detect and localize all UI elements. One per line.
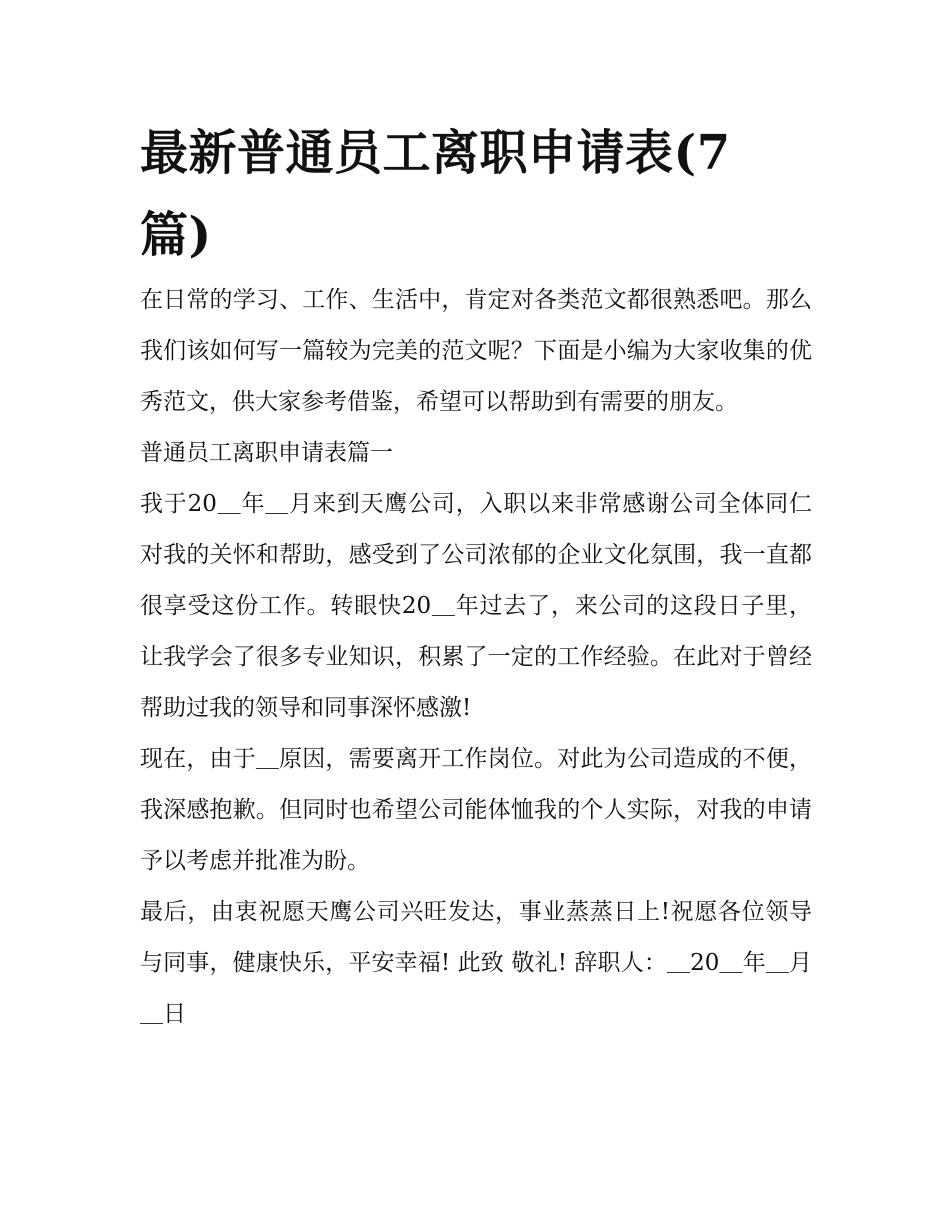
- closing-paragraph: 最后，由衷祝愿天鹰公司兴旺发达，事业蒸蒸日上!祝愿各位领导与同事，健康快乐，平安幸福! 此致 敬礼! 辞职人：＿20＿年＿月＿日: [140, 899, 812, 1027]
- intro-paragraph: 在日常的学习、工作、生活中，肯定对各类范文都很熟悉吧。那么我们该如何写一篇较为完美的范文呢？下面是小编为大家收集的优秀范文，供大家参考借鉴，希望可以帮助到有需要的朋友。: [140, 287, 812, 415]
- section-heading: 普通员工离职申请表篇一: [140, 440, 393, 466]
- body-paragraph: 现在，由于＿原因，需要离开工作岗位。对此为公司造成的不便，我深感抱歉。但同时也希望公司能体恤我的个人实际，对我的申请予以考虑并批准为盼。: [140, 746, 812, 874]
- document-title: 最新普通员工离职申请表(7篇): [140, 125, 731, 263]
- body-paragraph: 我于20＿年＿月来到天鹰公司，入职以来非常感谢公司全体同仁对我的关怀和帮助，感受到了公司浓郁的企业文化氛围，我一直都很享受这份工作。转眼快20＿年过去了，来公司的这段日子里，让我学会了很多专业知识，积累了一定的工作经验。在此对于曾经帮助过我的领导和同事深怀感激!: [140, 491, 812, 721]
- document-body: [140, 275, 812, 1040]
